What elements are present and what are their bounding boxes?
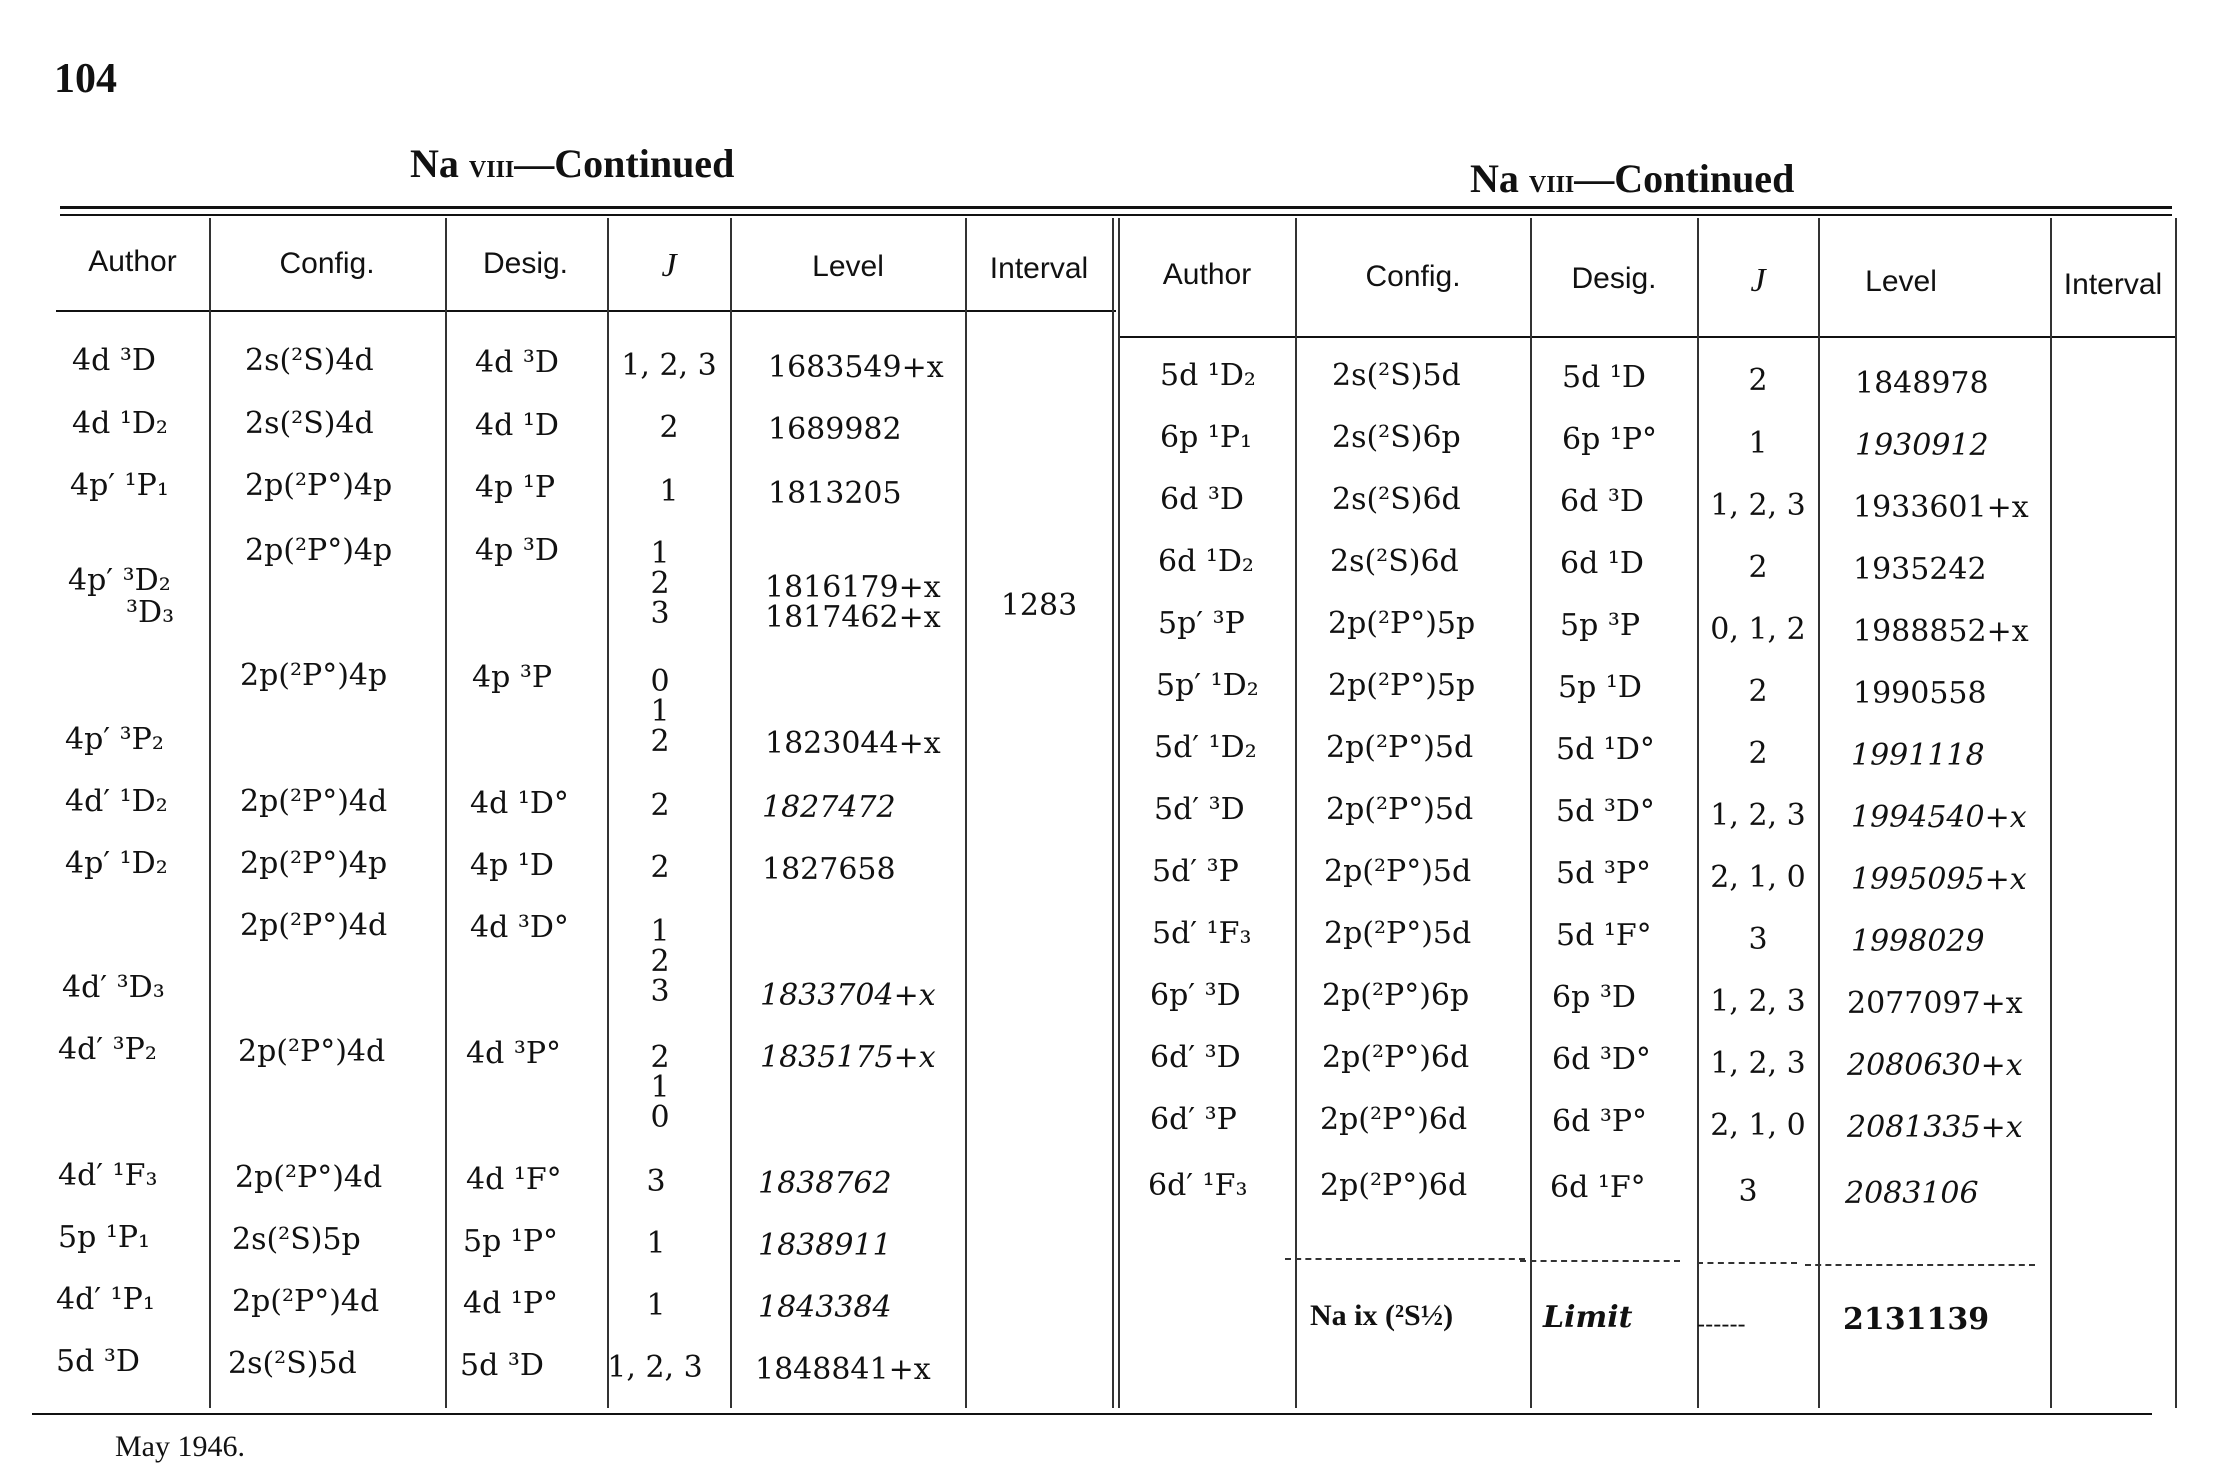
table-cell-j: 3: [646, 1164, 666, 1199]
right-divider: [1697, 218, 1699, 1408]
table-cell-j: 0, 1, 2: [1710, 612, 1806, 647]
table-cell-config: 2s(²S)6d: [1330, 544, 1459, 579]
center-divider: [1112, 218, 1114, 1408]
table-cell-config: 2p(²P°)6d: [1320, 1102, 1468, 1137]
right-divider: [1530, 218, 1532, 1408]
table-cell-level: 1930912: [1855, 428, 1989, 463]
table-cell-level: 1848978: [1855, 366, 1989, 401]
table-cell-level: 1998029: [1851, 924, 1985, 959]
table-cell-level: 1827472: [762, 790, 896, 825]
table-cell-interval: 1283: [1000, 588, 1078, 623]
footer-date: May 1946.: [115, 1430, 245, 1463]
limit-separator: [1520, 1260, 1680, 1262]
table-cell-j: 2: [1748, 363, 1768, 398]
table-cell-j: 2, 1, 0: [1710, 860, 1806, 895]
table-cell-author: 5d ³D: [56, 1344, 140, 1379]
table-cell-level: 2083106: [1845, 1176, 1979, 1211]
table-cell-author: 6p ¹P₁: [1160, 420, 1253, 455]
table-cell-j: 1, 2, 3: [607, 1350, 703, 1385]
table-cell-desig: 6p ³D: [1552, 980, 1636, 1015]
table-cell-config: 2p(²P°)4d: [240, 784, 388, 819]
table-cell-level: 1995095+x: [1851, 862, 2027, 897]
left-title-roman: viii: [468, 148, 515, 185]
left-divider: [209, 218, 211, 1408]
table-cell-level: 1817462+x: [765, 600, 941, 635]
table-cell-desig: 4p ³P: [472, 660, 553, 695]
table-cell-j: 2: [1748, 674, 1768, 709]
table-cell-author: 4p′ ¹P₁: [70, 468, 169, 503]
table-cell-j: 2, 1, 0: [1710, 1108, 1806, 1143]
table-cell-desig: 5d ¹D: [1562, 360, 1646, 395]
table-cell-desig: 5d ³D: [460, 1348, 544, 1383]
table-cell-j: 1: [650, 694, 670, 729]
left-divider: [607, 218, 609, 1408]
table-cell-desig: 4d ¹F°: [466, 1162, 562, 1197]
limit-separator: [1697, 1262, 1797, 1264]
table-cell-level: 1827658: [762, 852, 896, 887]
right-title-element: Na: [1470, 156, 1519, 201]
table-cell-level: 1833704+x: [760, 978, 936, 1013]
right-author-header: Author: [1162, 258, 1252, 291]
table-cell-desig: 6p ¹P°: [1562, 422, 1658, 457]
table-cell-j: 2: [650, 1040, 670, 1075]
table-cell-author: 6d′ ¹F₃: [1148, 1168, 1248, 1203]
table-cell-level: 1935242: [1853, 552, 1987, 587]
table-cell-config: 2p(²P°)5d: [1324, 854, 1472, 889]
table-cell-author: 4d′ ¹P₁: [56, 1282, 155, 1317]
table-cell-desig: 6d ¹D: [1560, 546, 1644, 581]
table-cell-level: 1835175+x: [760, 1040, 936, 1075]
table-cell-j: 2: [650, 566, 670, 601]
limit-label: Limit: [1543, 1300, 1633, 1335]
table-cell-desig: 5p ¹P°: [463, 1224, 559, 1259]
table-cell-author: 5p ¹P₁: [58, 1220, 151, 1255]
table-cell-j: 1: [650, 1070, 670, 1105]
right-interval-header: Interval: [2063, 268, 2163, 301]
table-cell-author: 5d′ ¹D₂: [1154, 730, 1257, 765]
table-cell-config: 2p(²P°)5d: [1324, 916, 1472, 951]
table-cell-author: 5d′ ³P: [1152, 854, 1239, 889]
top-rule-thick: [60, 206, 2172, 209]
limit-level: 2131139: [1843, 1302, 1990, 1337]
table-cell-level: 2081335+x: [1847, 1110, 2023, 1145]
table-cell-author: 4d ³D: [72, 343, 156, 378]
table-cell-config: 2s(²S)6p: [1332, 420, 1461, 455]
right-divider: [1295, 218, 1297, 1408]
table-cell-author: ³D₃: [126, 595, 175, 630]
table-cell-desig: 4p ¹P: [475, 470, 556, 505]
table-cell-desig: 6d ³P°: [1552, 1104, 1648, 1139]
table-cell-config: 2s(²S)4d: [245, 406, 374, 441]
table-cell-desig: 4d ¹D: [475, 408, 559, 443]
table-cell-level: 1813205: [768, 476, 902, 511]
table-cell-j: 2: [650, 788, 670, 823]
right-divider: [2175, 218, 2177, 1408]
table-cell-config: 2p(²P°)4p: [240, 846, 388, 881]
left-config-header: Config.: [279, 247, 375, 280]
table-cell-j: 0: [650, 1100, 670, 1135]
table-cell-config: 2s(²S)5d: [1332, 358, 1461, 393]
table-cell-config: 2p(²P°)4d: [232, 1284, 380, 1319]
table-cell-j: 1, 2, 3: [1710, 798, 1806, 833]
table-cell-j: 1: [650, 536, 670, 571]
table-cell-desig: 4d ³D°: [470, 910, 569, 945]
table-cell-author: 6d ³D: [1160, 482, 1244, 517]
table-cell-level: 1689982: [768, 412, 902, 447]
table-cell-author: 4p′ ³P₂: [65, 722, 164, 757]
table-cell-level: 1816179+x: [765, 570, 941, 605]
left-author-header: Author: [88, 245, 177, 278]
table-cell-level: 1994540+x: [1851, 800, 2027, 835]
table-cell-author: 6d ¹D₂: [1158, 544, 1254, 579]
table-cell-j: 2: [650, 724, 670, 759]
table-cell-config: 2p(²P°)4d: [240, 908, 388, 943]
left-table-title: [410, 140, 734, 187]
left-j-header: J: [661, 247, 677, 284]
table-cell-desig: 6d ¹F°: [1550, 1170, 1646, 1205]
table-cell-j: 1, 2, 3: [1710, 488, 1806, 523]
left-desig-header: Desig.: [482, 247, 569, 280]
table-cell-j: 1: [646, 1226, 666, 1261]
table-cell-author: 4p′ ¹D₂: [65, 846, 168, 881]
table-cell-level: 1843384: [758, 1290, 892, 1325]
table-cell-config: 2p(²P°)5d: [1326, 792, 1474, 827]
right-divider: [2050, 218, 2052, 1408]
table-cell-author: 5p′ ¹D₂: [1156, 668, 1259, 703]
table-cell-desig: 5d ¹F°: [1556, 918, 1652, 953]
table-cell-level: 1848841+x: [755, 1352, 931, 1387]
left-level-header: Level: [812, 250, 884, 283]
table-cell-config: 2p(²P°)4d: [235, 1160, 383, 1195]
table-cell-config: 2p(²P°)5p: [1328, 606, 1476, 641]
table-cell-config: 2p(²P°)4p: [240, 658, 388, 693]
table-cell-config: 2p(²P°)4p: [245, 468, 393, 503]
table-cell-j: 3: [650, 974, 670, 1009]
table-cell-desig: 5d ³D°: [1556, 794, 1655, 829]
limit-separator: [1805, 1264, 2035, 1266]
right-divider: [1818, 218, 1820, 1408]
top-rule-thin: [60, 214, 2172, 216]
table-cell-config: 2p(²P°)6p: [1322, 978, 1470, 1013]
table-cell-j: 2: [1748, 736, 1768, 771]
right-level-header: Level: [1865, 265, 1937, 298]
left-divider: [965, 218, 967, 1408]
right-desig-header: Desig.: [1571, 262, 1657, 295]
table-cell-level: 1823044+x: [765, 726, 941, 761]
table-cell-desig: 4p ³D: [475, 533, 559, 568]
right-header-rule: [1120, 336, 2175, 338]
table-cell-level: 1990558: [1853, 676, 1987, 711]
page-number: 104: [54, 56, 117, 102]
table-cell-j: 1, 2, 3: [621, 348, 717, 383]
table-cell-level: 1838762: [758, 1166, 892, 1201]
table-cell-config: 2p(²P°)6d: [1322, 1040, 1470, 1075]
table-cell-config: 2s(²S)5p: [232, 1222, 361, 1257]
table-cell-j: 2: [659, 410, 679, 445]
table-cell-author: 4d ¹D₂: [72, 406, 168, 441]
table-cell-author: 6p′ ³D: [1150, 978, 1241, 1013]
table-cell-config: 2s(²S)5d: [228, 1346, 357, 1381]
table-cell-desig: 4d ¹P°: [463, 1286, 559, 1321]
table-cell-author: 4d′ ³P₂: [58, 1032, 157, 1067]
table-cell-desig: 4p ¹D: [470, 848, 554, 883]
table-cell-author: 4d′ ¹D₂: [65, 784, 168, 819]
table-cell-j: 2: [650, 850, 670, 885]
table-cell-author: 4p′ ³D₂: [68, 563, 171, 598]
table-cell-j: 1: [659, 474, 679, 509]
table-cell-desig: 5p ³P: [1560, 608, 1641, 643]
table-cell-level: 2080630+x: [1847, 1048, 2023, 1083]
left-divider: [445, 218, 447, 1408]
table-cell-j: 3: [650, 596, 670, 631]
left-title-suffix: —Continued: [514, 141, 735, 186]
table-cell-desig: 4d ¹D°: [470, 786, 569, 821]
left-title-element: Na: [410, 141, 459, 186]
right-title-roman: viii: [1528, 163, 1575, 200]
limit-separator: [1285, 1258, 1525, 1260]
table-cell-j: 1: [650, 914, 670, 949]
right-j-header: J: [1750, 262, 1766, 299]
table-cell-j: 1, 2, 3: [1710, 984, 1806, 1019]
table-cell-level: 1933601+x: [1853, 490, 2029, 525]
table-cell-level: 2077097+x: [1847, 986, 2023, 1021]
table-cell-j: 3: [1748, 922, 1768, 957]
table-cell-author: 4d′ ³D₃: [62, 970, 165, 1005]
table-cell-desig: 4d ³D: [475, 345, 559, 380]
table-cell-j: 2: [650, 944, 670, 979]
center-divider: [1118, 218, 1120, 1408]
table-cell-level: 1988852+x: [1853, 614, 2029, 649]
table-cell-j: 2: [1748, 550, 1768, 585]
table-cell-config: 2p(²P°)6d: [1320, 1168, 1468, 1203]
right-config-header: Config.: [1365, 260, 1461, 293]
table-cell-j: 1: [1748, 426, 1768, 461]
left-interval-header: Interval: [989, 252, 1089, 285]
table-cell-author: 6d′ ³D: [1150, 1040, 1241, 1075]
left-header-rule: [56, 310, 1116, 312]
table-cell-j: 0: [650, 664, 670, 699]
bottom-rule: [32, 1413, 2152, 1415]
table-cell-config: 2s(²S)4d: [245, 343, 374, 378]
table-cell-desig: 6d ³D°: [1552, 1042, 1651, 1077]
table-cell-desig: 5d ³P°: [1556, 856, 1652, 891]
table-cell-author: 5d′ ³D: [1154, 792, 1245, 827]
table-cell-desig: 5p ¹D: [1558, 670, 1642, 705]
table-cell-config: 2p(²P°)4p: [245, 533, 393, 568]
table-cell-author: 4d′ ¹F₃: [58, 1158, 158, 1193]
table-cell-config: 2p(²P°)4d: [238, 1034, 386, 1069]
table-cell-config: 2p(²P°)5d: [1326, 730, 1474, 765]
table-cell-level: 1991118: [1851, 738, 1985, 773]
table-cell-j: 1, 2, 3: [1710, 1046, 1806, 1081]
right-table-title: [1470, 155, 1794, 202]
table-cell-author: 5d ¹D₂: [1160, 358, 1256, 393]
table-cell-level: 1683549+x: [768, 350, 944, 385]
limit-config: Na ix (²S½): [1310, 1299, 1454, 1332]
table-cell-desig: 5d ¹D°: [1556, 732, 1655, 767]
table-cell-desig: 4d ³P°: [466, 1036, 562, 1071]
table-cell-j: 1: [646, 1288, 666, 1323]
table-cell-author: 5d′ ¹F₃: [1152, 916, 1252, 951]
limit-j: ------: [1697, 1310, 1746, 1338]
left-divider: [730, 218, 732, 1408]
right-title-suffix: —Continued: [1574, 156, 1795, 201]
table-cell-config: 2s(²S)6d: [1332, 482, 1461, 517]
table-cell-desig: 6d ³D: [1560, 484, 1644, 519]
table-cell-config: 2p(²P°)5p: [1328, 668, 1476, 703]
table-cell-j: 3: [1738, 1174, 1758, 1209]
table-cell-author: 6d′ ³P: [1150, 1102, 1237, 1137]
table-cell-level: 1838911: [758, 1228, 892, 1263]
table-cell-author: 5p′ ³P: [1158, 606, 1245, 641]
